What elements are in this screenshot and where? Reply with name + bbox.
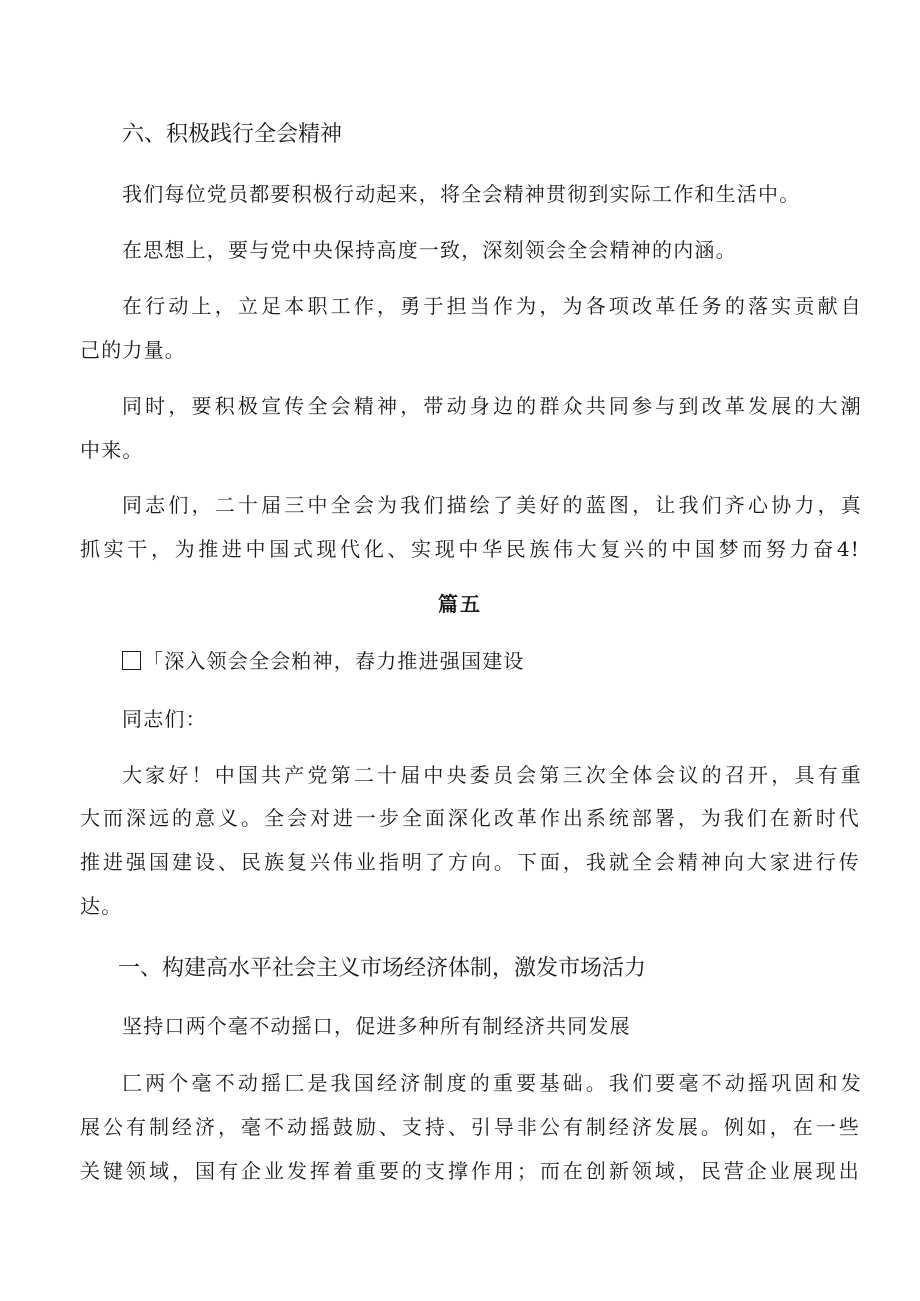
paragraph-line: 在思想上，要与党中央保持高度一致，深刻领会全会精神的内涵。 [122,238,737,262]
paragraph-line: 己的力量。 [80,338,186,362]
paragraph-line: 同志们，二十届三中全会为我们描绘了美好的蓝图，让我们齐心协力，真 [122,493,862,517]
paragraph-line: 在行动上，立足本职工作，勇于担当作为，为各项改革任务的落实贡献自 [122,294,862,318]
paragraph-line: 达。 [80,894,123,918]
paragraph-line: 中来。 [80,438,144,462]
paragraph-line: 抓实干，为推进中国式现代化、实现中华民族伟大复兴的中国梦而努力奋4! [80,537,860,561]
section-heading-six: 六、积极践行全会精神 [122,122,343,147]
paragraph-line: 大而深远的意义。全会对进一步全面深化改革作出系统部署，为我们在新时代 [80,806,860,830]
paragraph-line: 匚两个毫不动摇匚是我国经济制度的重要基础。我们要毫不动摇巩固和发 [122,1071,862,1095]
paragraph-line: 展公有制经济，毫不动摇鼓励、支持、引导非公有制经济发展。例如，在一些 [80,1115,860,1139]
subheading: 坚持口两个毫不动摇口，促进多种所有制经济共同发展 [122,1014,631,1038]
paragraph-line: 大家好！中国共产党第二十届中央委员会第三次全体会议的召开，具有重 [122,763,862,787]
section-heading-one: 一、构建高水平社会主义市场经济体制，激发市场活力 [118,956,647,981]
subtitle-text: 「深入领会全会粕神，舂力推进强国建设 [143,649,525,673]
paragraph-line: 同时，要积极宣传全会精神，带动身边的群众共同参与到改革发展的大潮 [122,394,862,418]
part-title: 篇五 [438,592,482,616]
part-subtitle [122,647,862,675]
paragraph-line: 关键领域，国有企业发挥着重要的支撑作用；而在创新领域，民营企业展现出 [80,1159,860,1183]
paragraph-line: 我们每位党员都要积极行动起来，将全会精神贯彻到实际工作和生活中。 [122,182,801,206]
greeting: 同志们： [122,707,207,731]
checkbox-icon [122,651,141,670]
paragraph-line: 推进强国建设、民族复兴伟业指明了方向。下面，我就全会精神向大家进行传 [80,850,860,874]
